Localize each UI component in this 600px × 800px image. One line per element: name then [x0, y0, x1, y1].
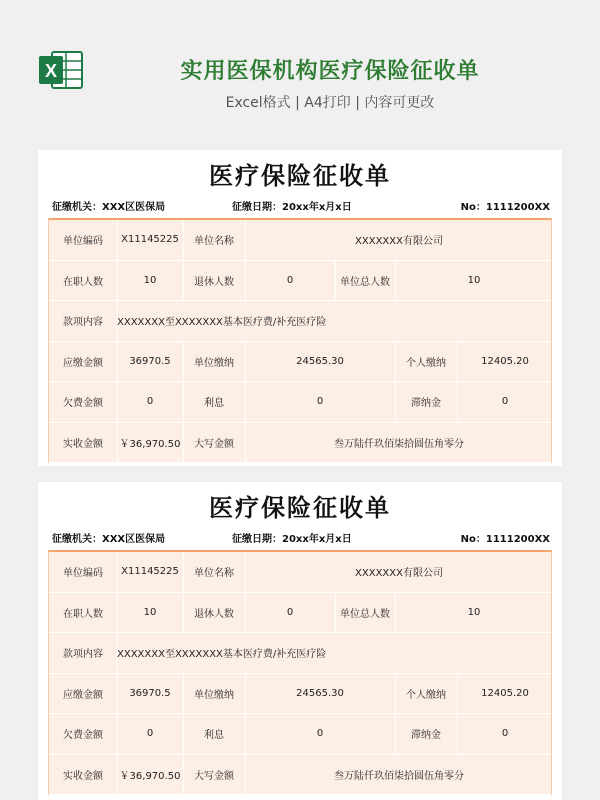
value-arrears[interactable]: 0: [117, 382, 184, 422]
value-unit-pay[interactable]: 24565.30: [245, 674, 396, 714]
label-interest: 利息: [183, 714, 246, 754]
form-grid: [48, 218, 552, 463]
label-unit-name: 单位名称: [183, 552, 246, 592]
label-payable: 应缴金额: [49, 674, 118, 714]
value-total[interactable]: 10: [467, 606, 481, 618]
label-arrears: 欠费金额: [49, 382, 118, 422]
label-arrears: 欠费金额: [49, 714, 118, 754]
label-retired: 退休人数: [183, 593, 246, 633]
agency-text: 征缴机关：XXX区医保局: [52, 202, 166, 213]
svg-text:X: X: [44, 61, 58, 81]
value-employed[interactable]: 10: [117, 261, 184, 301]
page-title: 实用医保机构医疗保险征收单: [180, 59, 480, 84]
label-unit-name: 单位名称: [183, 220, 246, 260]
form-meta: [52, 198, 550, 214]
value-item-content[interactable]: XXXXXXX至XXXXXXX基本医疗费/补充医疗险: [117, 317, 327, 329]
label-unit-pay: 单位缴纳: [183, 674, 246, 714]
value-amount-words[interactable]: 叁万陆仟玖佰柒拾圆伍角零分: [334, 770, 464, 782]
value-payable[interactable]: 36970.5: [117, 674, 184, 714]
form-grid: [48, 550, 552, 795]
label-employed: 在职人数: [49, 593, 118, 633]
value-unit-name[interactable]: XXXXXXX有限公司: [355, 568, 443, 580]
label-received: 实收金额: [49, 755, 118, 795]
label-received: 实收金额: [49, 423, 118, 463]
label-payable: 应缴金额: [49, 342, 118, 382]
grid-row: [49, 382, 551, 423]
insurance-form-1: [38, 150, 562, 466]
grid-row: [49, 593, 551, 634]
value-unit-name[interactable]: XXXXXXX有限公司: [355, 236, 443, 248]
label-personal-pay: 个人缴纳: [395, 342, 458, 382]
value-interest[interactable]: 0: [245, 382, 396, 422]
form-meta: [52, 530, 550, 546]
value-amount-words[interactable]: 叁万陆仟玖佰柒拾圆伍角零分: [334, 438, 464, 450]
label-unit-code: 单位编码: [49, 552, 118, 592]
value-personal-pay[interactable]: 12405.20: [481, 687, 529, 699]
date-text: 征缴日期：20xx年x月x日: [232, 534, 352, 545]
value-item-content[interactable]: XXXXXXX至XXXXXXX基本医疗费/补充医疗险: [117, 649, 327, 661]
value-interest[interactable]: 0: [245, 714, 396, 754]
label-amount-words: 大写金额: [183, 755, 246, 795]
grid-row: [49, 633, 551, 674]
value-unit-code[interactable]: X11145225: [117, 552, 184, 592]
label-item-content: 款项内容: [49, 633, 118, 673]
value-unit-pay[interactable]: 24565.30: [245, 342, 396, 382]
label-item-content: 款项内容: [49, 301, 118, 341]
label-personal-pay: 个人缴纳: [395, 674, 458, 714]
number-text: No：1111200XX: [460, 534, 550, 545]
grid-row: [49, 342, 551, 383]
grid-row: [49, 674, 551, 715]
label-total: 单位总人数: [335, 261, 396, 301]
insurance-form-2: [38, 482, 562, 800]
grid-row: [49, 423, 551, 464]
number-text: No：1111200XX: [460, 202, 550, 213]
page-header: [0, 0, 600, 140]
grid-row: [49, 552, 551, 593]
label-amount-words: 大写金额: [183, 423, 246, 463]
value-late-fee[interactable]: 0: [501, 396, 509, 408]
value-payable[interactable]: 36970.5: [117, 342, 184, 382]
grid-row: [49, 301, 551, 342]
label-unit-pay: 单位缴纳: [183, 342, 246, 382]
value-total[interactable]: 10: [467, 274, 481, 286]
value-unit-code[interactable]: X11145225: [117, 220, 184, 260]
value-late-fee[interactable]: 0: [501, 728, 509, 740]
value-employed[interactable]: 10: [117, 593, 184, 633]
form-title: 医疗保险征收单: [209, 494, 391, 522]
label-retired: 退休人数: [183, 261, 246, 301]
label-employed: 在职人数: [49, 261, 118, 301]
value-personal-pay[interactable]: 12405.20: [481, 355, 529, 367]
agency-text: 征缴机关：XXX区医保局: [52, 534, 166, 545]
value-received[interactable]: ￥36,970.50: [117, 423, 184, 463]
date-text: 征缴日期：20xx年x月x日: [232, 202, 352, 213]
label-interest: 利息: [183, 382, 246, 422]
label-unit-code: 单位编码: [49, 220, 118, 260]
grid-row: [49, 755, 551, 796]
value-arrears[interactable]: 0: [117, 714, 184, 754]
grid-row: [49, 261, 551, 302]
form-title: 医疗保险征收单: [209, 162, 391, 190]
label-total: 单位总人数: [335, 593, 396, 633]
grid-row: [49, 714, 551, 755]
value-received[interactable]: ￥36,970.50: [117, 755, 184, 795]
page-subtitle: Excel格式 | A4打印 | 内容可更改: [225, 95, 435, 111]
label-late-fee: 滞纳金: [395, 714, 458, 754]
value-retired[interactable]: 0: [245, 593, 336, 633]
label-late-fee: 滞纳金: [395, 382, 458, 422]
grid-row: [49, 220, 551, 261]
value-retired[interactable]: 0: [245, 261, 336, 301]
